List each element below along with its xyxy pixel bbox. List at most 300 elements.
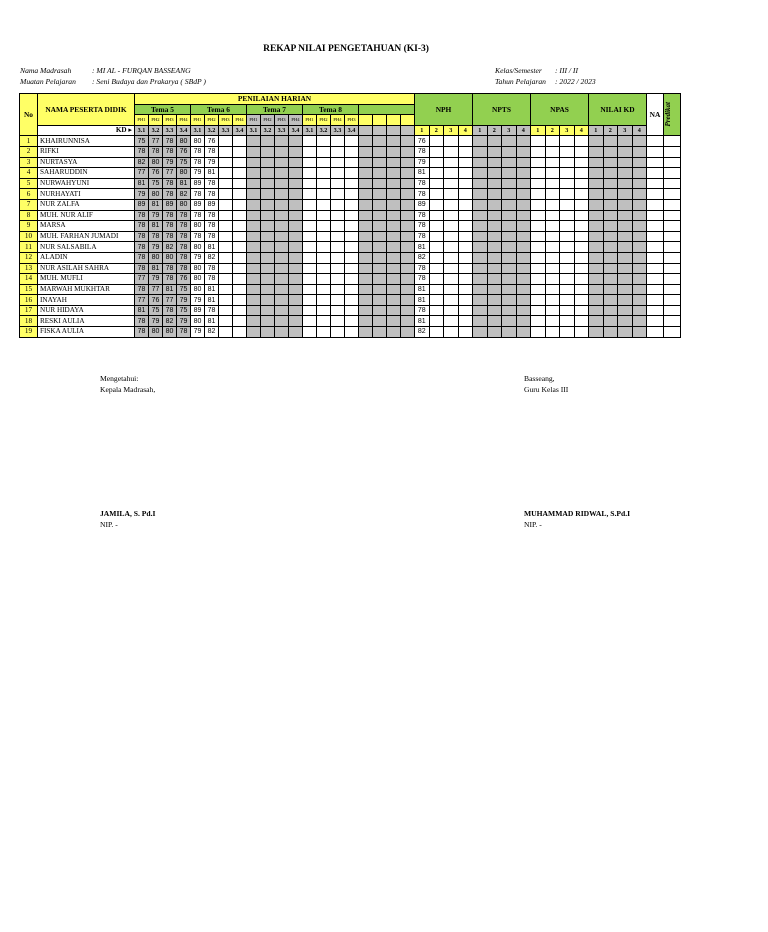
score-cell: 78	[163, 231, 177, 242]
score-cell: 80	[149, 157, 163, 168]
score-cell	[261, 168, 275, 179]
score-cell: 78	[177, 242, 191, 253]
score-cell: 81	[135, 305, 149, 316]
result-cell	[458, 242, 473, 253]
score-cell	[317, 242, 331, 253]
score-cell: 78	[177, 221, 191, 232]
result-cell	[473, 295, 488, 306]
result-cell	[574, 136, 589, 147]
score-cell: 78	[163, 221, 177, 232]
table-row	[20, 157, 681, 168]
predikat-cell	[664, 305, 681, 316]
blank-cell	[401, 295, 415, 306]
na-cell	[647, 157, 664, 168]
result-cell	[545, 242, 560, 253]
row-number: 15	[20, 284, 38, 295]
score-cell	[331, 263, 345, 274]
result-cell	[560, 146, 575, 157]
score-cell	[275, 274, 289, 285]
result-cell	[516, 316, 531, 327]
nph-value: 81	[415, 295, 430, 306]
score-cell	[317, 231, 331, 242]
na-cell	[647, 136, 664, 147]
blank-cell	[387, 252, 401, 263]
score-cell	[317, 284, 331, 295]
result-cell	[574, 295, 589, 306]
score-cell	[331, 189, 345, 200]
score-cell	[275, 242, 289, 253]
result-cell	[589, 210, 604, 221]
meta-label: Nama Madrasah	[20, 66, 72, 75]
result-cell	[603, 316, 618, 327]
blank-cell	[373, 274, 387, 285]
result-cell	[429, 136, 444, 147]
na-cell	[647, 231, 664, 242]
na-cell	[647, 274, 664, 285]
result-cell	[473, 178, 488, 189]
score-cell: 75	[135, 136, 149, 147]
score-cell	[331, 199, 345, 210]
result-cell	[589, 327, 604, 338]
sub-number: 2	[429, 125, 444, 136]
result-cell	[574, 221, 589, 232]
result-cell	[531, 284, 546, 295]
sub-number: 3	[560, 125, 575, 136]
result-cell	[545, 210, 560, 221]
result-cell	[458, 231, 473, 242]
score-cell: 75	[177, 157, 191, 168]
meta-label: Tahun Pelajaran	[495, 77, 546, 86]
row-number: 8	[20, 210, 38, 221]
score-cell	[317, 210, 331, 221]
score-cell	[303, 221, 317, 232]
result-cell	[603, 210, 618, 221]
score-cell	[275, 231, 289, 242]
result-cell	[574, 284, 589, 295]
score-cell: 78	[205, 231, 219, 242]
result-cell	[487, 210, 502, 221]
score-cell: 76	[149, 295, 163, 306]
blank-cell	[359, 221, 373, 232]
kd-code: 3.2	[261, 125, 275, 136]
result-cell	[458, 252, 473, 263]
result-cell	[444, 199, 459, 210]
result-cell	[516, 284, 531, 295]
page-title: REKAP NILAI PENGETAHUAN (KI-3)	[263, 44, 429, 54]
blank-cell	[359, 327, 373, 338]
score-cell	[247, 178, 261, 189]
table-row	[20, 189, 681, 200]
table-row	[20, 274, 681, 285]
score-cell: 89	[163, 199, 177, 210]
blank-cell	[359, 263, 373, 274]
predikat-cell	[664, 178, 681, 189]
row-number: 16	[20, 295, 38, 306]
result-cell	[618, 305, 633, 316]
score-cell: 79	[177, 295, 191, 306]
predikat-cell	[664, 168, 681, 179]
result-cell	[574, 157, 589, 168]
result-cell	[603, 178, 618, 189]
arrow-right-icon: ▸	[126, 126, 132, 135]
table-row	[20, 295, 681, 306]
predikat-cell	[664, 316, 681, 327]
score-cell	[345, 263, 359, 274]
score-cell	[275, 168, 289, 179]
score-cell	[233, 221, 247, 232]
score-cell: 78	[191, 157, 205, 168]
signature-line: Kepala Madrasah,	[100, 385, 156, 394]
blank-cell	[373, 305, 387, 316]
score-cell	[303, 295, 317, 306]
result-cell	[444, 263, 459, 274]
score-cell	[289, 327, 303, 338]
score-cell: 80	[163, 252, 177, 263]
result-cell	[429, 210, 444, 221]
score-cell	[247, 252, 261, 263]
score-cell	[289, 242, 303, 253]
result-cell	[618, 295, 633, 306]
result-cell	[603, 146, 618, 157]
score-cell: 75	[177, 284, 191, 295]
signature-nip: NIP. -	[100, 520, 118, 529]
result-cell	[502, 327, 517, 338]
score-cell	[289, 221, 303, 232]
blank-cell	[401, 327, 415, 338]
table-row	[20, 242, 681, 253]
result-cell	[589, 316, 604, 327]
result-cell	[444, 157, 459, 168]
result-cell	[603, 221, 618, 232]
blank-cell	[373, 199, 387, 210]
score-cell: 78	[177, 252, 191, 263]
result-cell	[560, 221, 575, 232]
result-cell	[589, 168, 604, 179]
na-cell	[647, 146, 664, 157]
result-cell	[444, 231, 459, 242]
score-cell	[317, 178, 331, 189]
score-cell	[275, 305, 289, 316]
blank-cell	[387, 136, 401, 147]
result-cell	[618, 199, 633, 210]
ph-blank	[373, 115, 387, 126]
student-name: NUR ASILAH SAHRA	[38, 263, 135, 274]
result-cell	[473, 242, 488, 253]
score-cell	[331, 146, 345, 157]
result-cell	[502, 295, 517, 306]
score-cell	[219, 274, 233, 285]
result-cell	[516, 295, 531, 306]
na-cell	[647, 168, 664, 179]
blank-cell	[401, 210, 415, 221]
score-cell	[261, 210, 275, 221]
result-cell	[531, 189, 546, 200]
result-cell	[618, 316, 633, 327]
result-cell	[473, 189, 488, 200]
score-cell	[261, 221, 275, 232]
score-cell: 82	[205, 327, 219, 338]
score-cell: 80	[163, 327, 177, 338]
score-cell	[275, 327, 289, 338]
score-cell: 79	[191, 295, 205, 306]
result-cell	[502, 178, 517, 189]
score-cell	[317, 168, 331, 179]
result-cell	[502, 221, 517, 232]
score-cell	[261, 199, 275, 210]
score-cell	[345, 305, 359, 316]
kd-code: 3.3	[275, 125, 289, 136]
result-cell	[516, 146, 531, 157]
score-cell	[345, 242, 359, 253]
score-cell	[303, 316, 317, 327]
score-cell	[345, 146, 359, 157]
meta-value: : 2022 / 2023	[555, 77, 596, 86]
student-name: NUR SALSABILA	[38, 242, 135, 253]
predikat-cell	[664, 295, 681, 306]
result-cell	[632, 168, 647, 179]
score-cell	[345, 274, 359, 285]
score-cell	[331, 252, 345, 263]
blank-cell	[359, 136, 373, 147]
score-cell: 89	[205, 199, 219, 210]
nph-value: 78	[415, 305, 430, 316]
tema-blank	[359, 104, 415, 115]
score-cell	[219, 316, 233, 327]
signature-line: Basseang,	[524, 374, 555, 383]
score-cell	[247, 242, 261, 253]
score-cell	[261, 189, 275, 200]
result-cell	[531, 263, 546, 274]
score-cell: 80	[191, 242, 205, 253]
score-cell	[275, 284, 289, 295]
score-cell	[261, 284, 275, 295]
blank-cell	[373, 210, 387, 221]
row-number: 6	[20, 189, 38, 200]
result-cell	[487, 274, 502, 285]
score-cell: 76	[177, 274, 191, 285]
result-cell	[458, 295, 473, 306]
score-cell	[289, 231, 303, 242]
result-cell	[560, 252, 575, 263]
score-cell	[247, 157, 261, 168]
score-cell: 77	[135, 295, 149, 306]
ph-label: PH4	[177, 115, 191, 126]
blank-cell	[387, 210, 401, 221]
blank-cell	[387, 242, 401, 253]
signature-right	[524, 373, 630, 530]
na-cell	[647, 221, 664, 232]
blank-cell	[401, 168, 415, 179]
tema-header: Tema 6	[191, 104, 247, 115]
kd-code: 3.2	[317, 125, 331, 136]
score-cell	[331, 157, 345, 168]
score-cell	[303, 199, 317, 210]
score-cell	[219, 295, 233, 306]
header-nama: NAMA PESERTA DIDIK	[38, 94, 135, 126]
result-cell	[603, 284, 618, 295]
score-cell: 78	[205, 221, 219, 232]
meta-value: : III / II	[555, 66, 578, 75]
score-cell	[303, 327, 317, 338]
score-cell: 78	[135, 242, 149, 253]
score-cell: 89	[191, 305, 205, 316]
header-nilai-kd: NILAI KD	[589, 94, 647, 126]
score-cell	[233, 178, 247, 189]
result-cell	[632, 189, 647, 200]
score-cell	[275, 146, 289, 157]
score-cell	[289, 284, 303, 295]
score-cell	[275, 263, 289, 274]
result-cell	[487, 231, 502, 242]
score-cell	[317, 327, 331, 338]
header-na: NA	[647, 94, 664, 136]
result-cell	[429, 242, 444, 253]
score-cell: 89	[191, 178, 205, 189]
score-cell: 89	[191, 199, 205, 210]
result-cell	[545, 146, 560, 157]
score-cell	[233, 168, 247, 179]
result-cell	[560, 178, 575, 189]
result-cell	[603, 252, 618, 263]
nph-value: 78	[415, 263, 430, 274]
blank-cell	[359, 210, 373, 221]
blank-cell	[359, 168, 373, 179]
result-cell	[458, 284, 473, 295]
score-cell	[289, 168, 303, 179]
blank-cell	[387, 263, 401, 274]
nph-value: 81	[415, 242, 430, 253]
result-cell	[458, 316, 473, 327]
result-cell	[516, 274, 531, 285]
score-cell: 80	[149, 189, 163, 200]
score-cell	[345, 157, 359, 168]
predikat-cell	[664, 157, 681, 168]
table-row	[20, 316, 681, 327]
score-cell	[275, 136, 289, 147]
table-row	[20, 327, 681, 338]
nph-value: 81	[415, 284, 430, 295]
score-cell: 81	[149, 263, 163, 274]
result-cell	[545, 305, 560, 316]
result-cell	[618, 136, 633, 147]
result-cell	[531, 274, 546, 285]
score-cell: 80	[177, 199, 191, 210]
score-cell	[233, 146, 247, 157]
score-cell	[233, 231, 247, 242]
score-cell	[275, 210, 289, 221]
signature-name: JAMILA, S. Pd.I	[100, 509, 156, 518]
result-cell	[632, 274, 647, 285]
blank-cell	[387, 284, 401, 295]
result-cell	[516, 263, 531, 274]
blank-cell	[359, 252, 373, 263]
score-cell	[331, 284, 345, 295]
score-cell	[261, 178, 275, 189]
blank-cell	[359, 189, 373, 200]
result-cell	[444, 327, 459, 338]
blank-cell	[401, 274, 415, 285]
result-cell	[473, 146, 488, 157]
predikat-cell	[664, 274, 681, 285]
score-cell: 78	[163, 263, 177, 274]
score-cell: 79	[149, 210, 163, 221]
row-number: 10	[20, 231, 38, 242]
row-number: 17	[20, 305, 38, 316]
score-cell	[317, 146, 331, 157]
score-cell	[289, 295, 303, 306]
blank-cell	[359, 274, 373, 285]
score-cell	[219, 168, 233, 179]
score-cell: 78	[177, 231, 191, 242]
student-name: NURHAYATI	[38, 189, 135, 200]
blank-cell	[359, 146, 373, 157]
result-cell	[502, 199, 517, 210]
score-cell: 77	[163, 295, 177, 306]
score-cell: 81	[205, 284, 219, 295]
score-cell	[275, 199, 289, 210]
result-cell	[429, 231, 444, 242]
score-cell	[345, 168, 359, 179]
score-cell	[303, 136, 317, 147]
blank-cell	[401, 189, 415, 200]
ph-label: PH2	[261, 115, 275, 126]
score-cell	[317, 221, 331, 232]
ph-label: PH4	[331, 115, 345, 126]
result-cell	[574, 305, 589, 316]
score-cell	[289, 274, 303, 285]
score-cell: 80	[191, 221, 205, 232]
blank-cell	[401, 136, 415, 147]
ph-label: PH2	[149, 115, 163, 126]
score-cell: 77	[135, 274, 149, 285]
sub-number: 2	[545, 125, 560, 136]
sub-number: 4	[516, 125, 531, 136]
predikat-cell	[664, 284, 681, 295]
result-cell	[560, 136, 575, 147]
score-cell	[247, 231, 261, 242]
result-cell	[560, 274, 575, 285]
score-cell	[233, 136, 247, 147]
nph-value: 78	[415, 210, 430, 221]
result-cell	[603, 168, 618, 179]
na-cell	[647, 242, 664, 253]
tema-header: Tema 7	[247, 104, 303, 115]
result-cell	[458, 327, 473, 338]
result-cell	[632, 305, 647, 316]
result-cell	[487, 252, 502, 263]
blank-cell	[401, 305, 415, 316]
result-cell	[516, 231, 531, 242]
result-cell	[429, 295, 444, 306]
result-cell	[531, 316, 546, 327]
score-cell	[219, 199, 233, 210]
score-cell: 78	[135, 231, 149, 242]
result-cell	[458, 210, 473, 221]
result-cell	[589, 146, 604, 157]
result-cell	[429, 157, 444, 168]
na-cell	[647, 284, 664, 295]
score-cell	[331, 178, 345, 189]
score-cell	[317, 316, 331, 327]
score-cell	[219, 305, 233, 316]
result-cell	[618, 178, 633, 189]
result-cell	[487, 221, 502, 232]
score-cell: 78	[163, 136, 177, 147]
student-name: MUH. FARHAN JUMADI	[38, 231, 135, 242]
na-cell	[647, 305, 664, 316]
na-cell	[647, 263, 664, 274]
score-cell	[233, 316, 247, 327]
